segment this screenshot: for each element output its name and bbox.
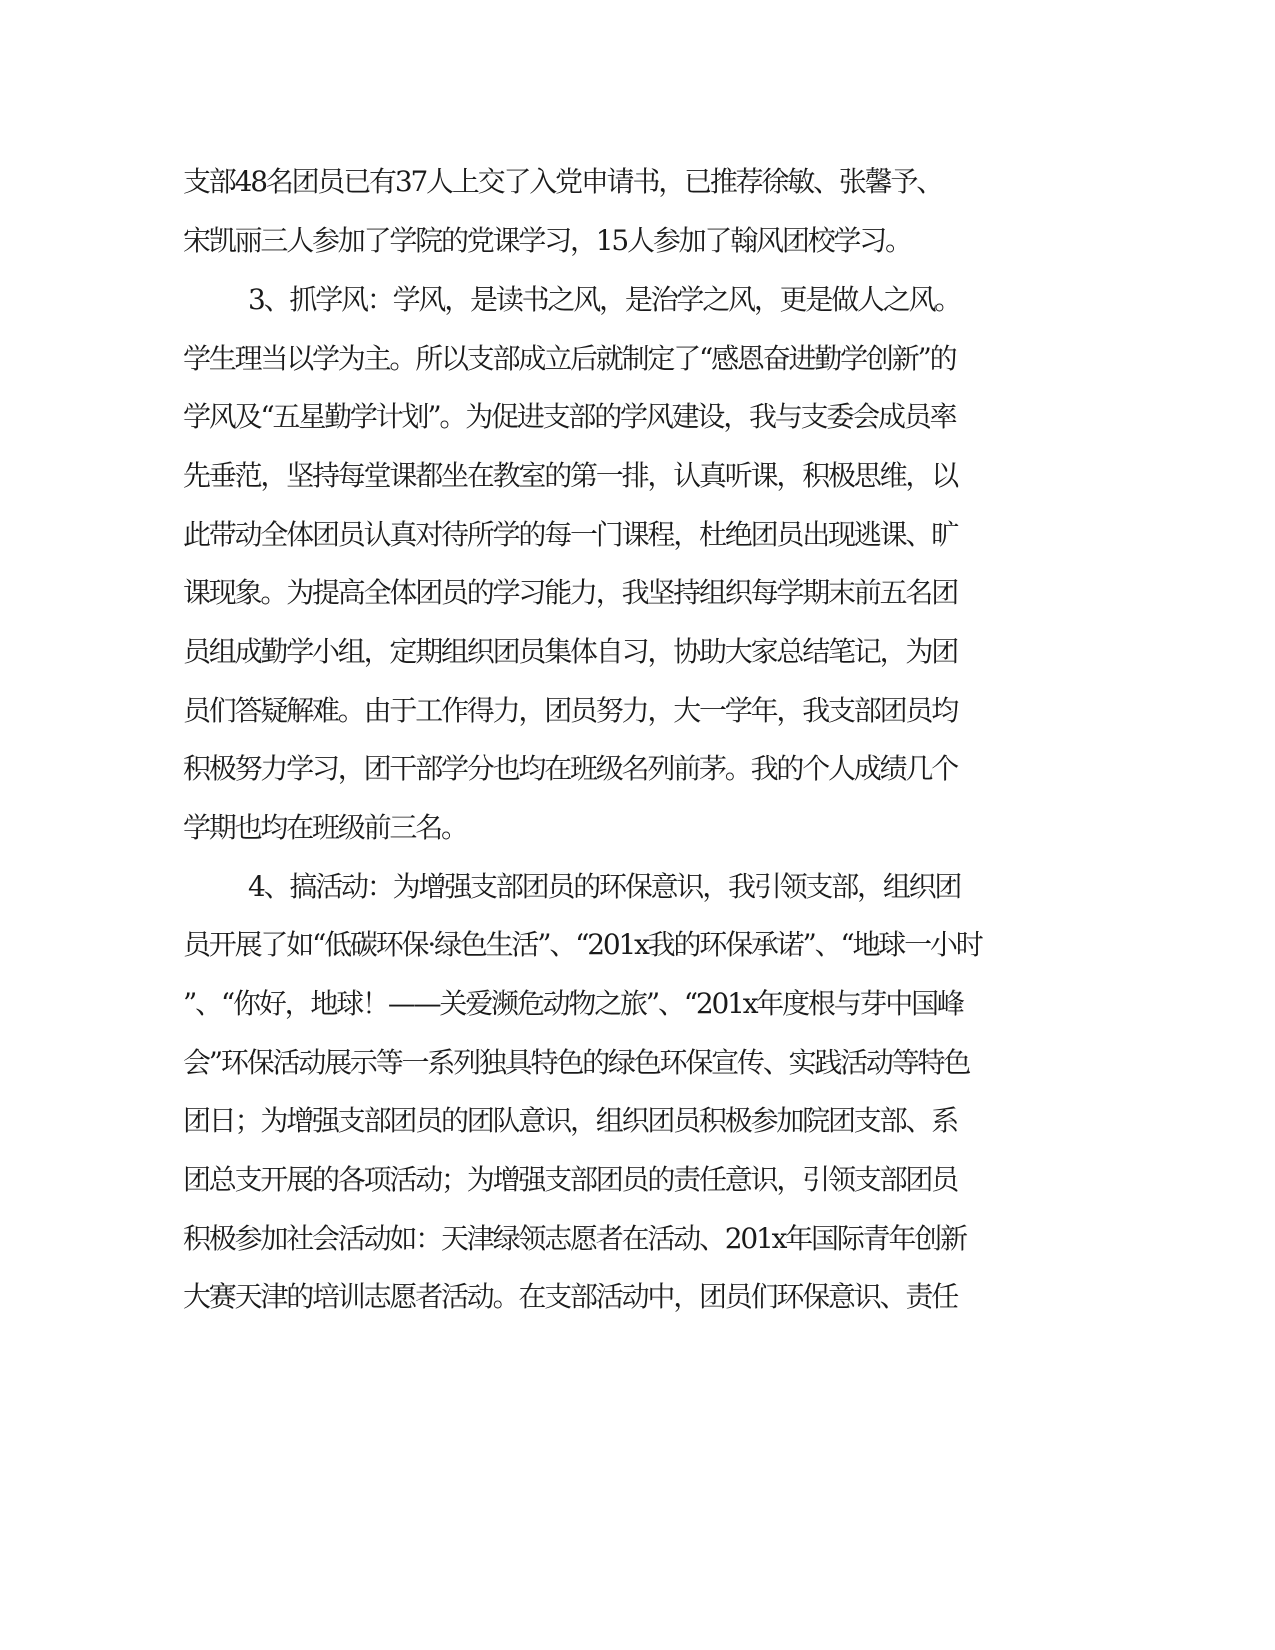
text-line: 员开展了如“低碳环保·绿色生活”、“201x我的环保承诺”、“地球一小时 xyxy=(183,928,982,961)
text-line: 员们答疑解难。由于工作得力，团员努力，大一学年，我支部团员均 xyxy=(183,694,958,727)
text-line: 学风及“五星勤学计划”。为促进支部的学风建设，我与支委会成员率 xyxy=(183,400,956,433)
text-line: 先垂范，坚持每堂课都坐在教室的第一排，认真听课，积极思维，以 xyxy=(183,459,958,492)
text-line: 此带动全体团员认真对待所学的每一门课程，杜绝团员出现逃课、旷 xyxy=(183,518,958,551)
paragraph-4-start: 4、搞活动：为增强支部团员的环保意识，我引领支部，组织团 xyxy=(248,870,961,903)
text-line: 学生理当以学为主。所以支部成立后就制定了“感恩奋进勤学创新”的 xyxy=(183,342,956,375)
text-line: 积极努力学习，团干部学分也均在班级名列前茅。我的个人成绩几个 xyxy=(183,752,958,785)
text-line: 积极参加社会活动如：天津绿领志愿者在活动、201x年国际青年创新 xyxy=(183,1222,966,1255)
text-line: 大赛天津的培训志愿者活动。在支部活动中，团员们环保意识、责任 xyxy=(183,1280,958,1313)
text-line: 宋凯丽三人参加了学院的党课学习，15人参加了翰风团校学习。 xyxy=(183,224,911,257)
text-line: 团总支开展的各项活动；为增强支部团员的责任意识，引领支部团员 xyxy=(183,1163,958,1196)
text-line: 课现象。为提高全体团员的学习能力，我坚持组织每学期末前五名团 xyxy=(183,576,958,609)
text-line: 会”环保活动展示等一系列独具特色的绿色环保宣传、实践活动等特色 xyxy=(183,1046,970,1079)
text-line: 支部48名团员已有37人上交了入党申请书，已推荐徐敏、张馨予、 xyxy=(183,165,943,198)
text-line: 学期也均在班级前三名。 xyxy=(183,811,467,844)
paragraph-3-start: 3、抓学风：学风，是读书之风，是治学之风，更是做人之风。 xyxy=(248,283,961,316)
text-line: ”、“你好，地球！——关爱濒危动物之旅”、“201x年度根与芽中国峰 xyxy=(183,987,963,1020)
text-line: 员组成勤学小组，定期组织团员集体自习，协助大家总结笔记，为团 xyxy=(183,635,958,668)
text-line: 团日；为增强支部团员的团队意识，组织团员积极参加院团支部、系 xyxy=(183,1104,958,1137)
